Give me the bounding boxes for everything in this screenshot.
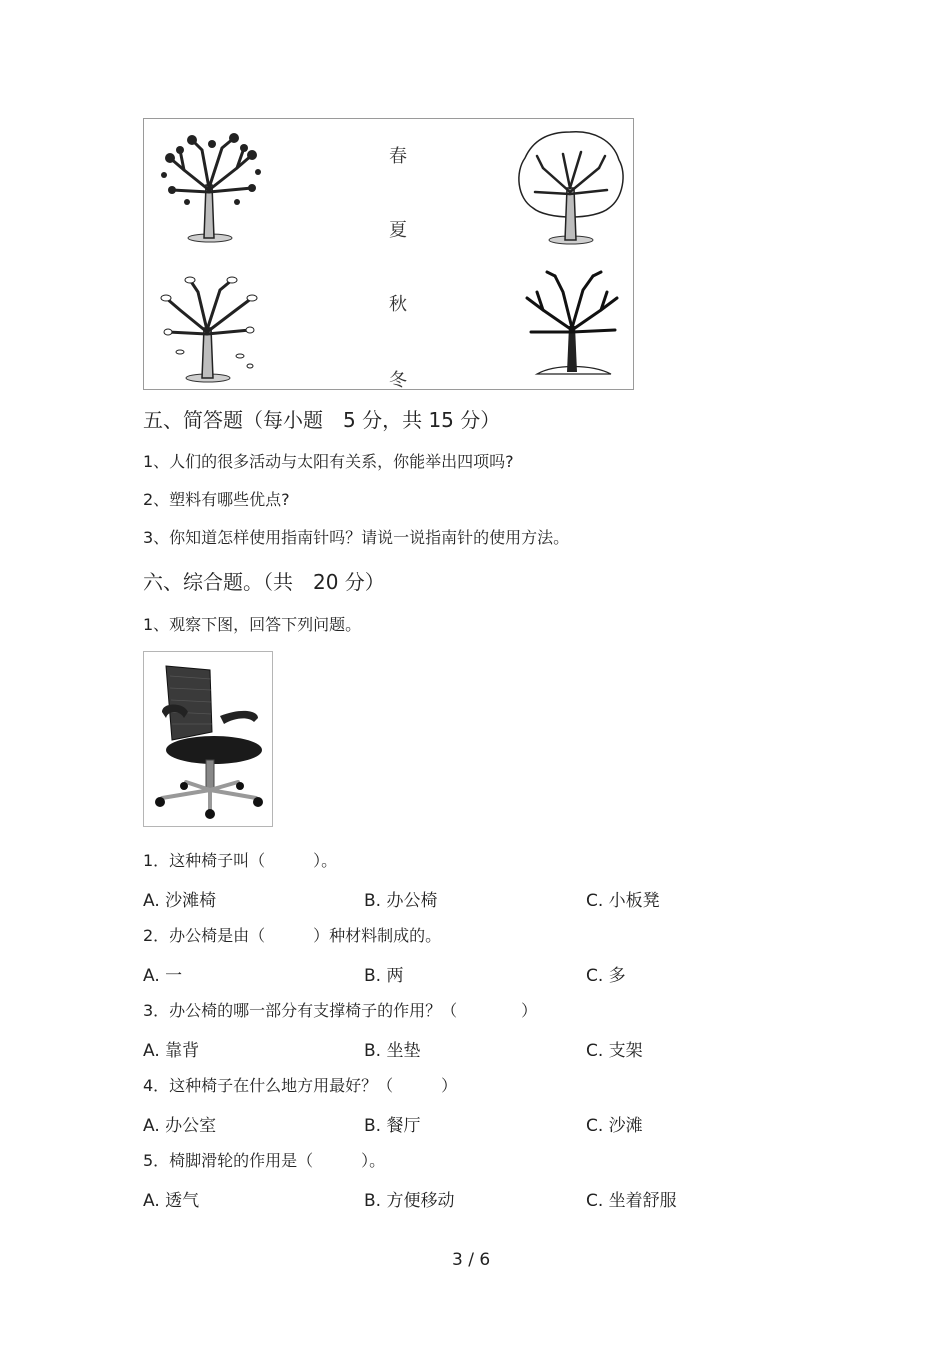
section-6-title: 六、综合题。（共 20 分） <box>143 570 385 594</box>
subquestion-2: 2．办公椅是由（ ）种材料制成的。 <box>143 926 442 945</box>
subquestion-3-option-c: C. 支架 <box>586 1041 643 1061</box>
season-label-spring: 春 <box>389 146 407 167</box>
subquestion-4-option-b: B. 餐厅 <box>364 1116 421 1136</box>
tree-spring-image <box>152 130 267 245</box>
subquestion-5-option-c: C. 坐着舒服 <box>586 1191 677 1211</box>
subquestion-5-option-b: B. 方便移动 <box>364 1191 455 1211</box>
section-5-question-3: 3、你知道怎样使用指南针吗？请说一说指南针的使用方法。 <box>143 528 570 547</box>
section-6-intro: 1、观察下图，回答下列问题。 <box>143 615 362 634</box>
subquestion-1: 1．这种椅子叫（ ）。 <box>143 851 338 870</box>
subquestion-5: 5．椅脚滑轮的作用是（ ）。 <box>143 1151 386 1170</box>
section-5-question-2: 2、塑料有哪些优点? <box>143 490 290 509</box>
subquestion-3: 3．办公椅的哪一部分有支撑椅子的作用？（ ） <box>143 1001 538 1020</box>
office-chair-drawing <box>144 652 272 826</box>
subquestion-1-option-c: C. 小板凳 <box>586 891 660 911</box>
tree-summer-image <box>513 128 628 248</box>
office-chair-image <box>143 651 273 827</box>
season-label-winter: 冬 <box>389 370 407 391</box>
subquestion-5-option-a: A. 透气 <box>143 1191 200 1211</box>
subquestion-2-option-b: B. 两 <box>364 966 404 986</box>
subquestion-4-option-c: C. 沙滩 <box>586 1116 643 1136</box>
tree-winter-image <box>515 268 630 383</box>
subquestion-2-option-a: A. 一 <box>143 966 183 986</box>
subquestion-1-option-a: A. 沙滩椅 <box>143 891 217 911</box>
season-label-summer: 夏 <box>389 220 407 241</box>
subquestion-3-option-b: B. 坐垫 <box>364 1041 421 1061</box>
section-5-question-1: 1、人们的很多活动与太阳有关系，你能举出四项吗? <box>143 452 514 471</box>
subquestion-4: 4．这种椅子在什么地方用最好？（ ） <box>143 1076 458 1095</box>
subquestion-4-option-a: A. 办公室 <box>143 1116 217 1136</box>
subquestion-3-option-a: A. 靠背 <box>143 1041 200 1061</box>
season-label-autumn: 秋 <box>389 294 407 315</box>
subquestion-1-option-b: B. 办公椅 <box>364 891 438 911</box>
subquestion-2-option-c: C. 多 <box>586 966 626 986</box>
section-5-title: 五、简答题（每小题 5 分，共 15 分） <box>143 408 501 432</box>
page-number: 3 / 6 <box>452 1250 491 1270</box>
tree-autumn-image <box>150 270 268 385</box>
